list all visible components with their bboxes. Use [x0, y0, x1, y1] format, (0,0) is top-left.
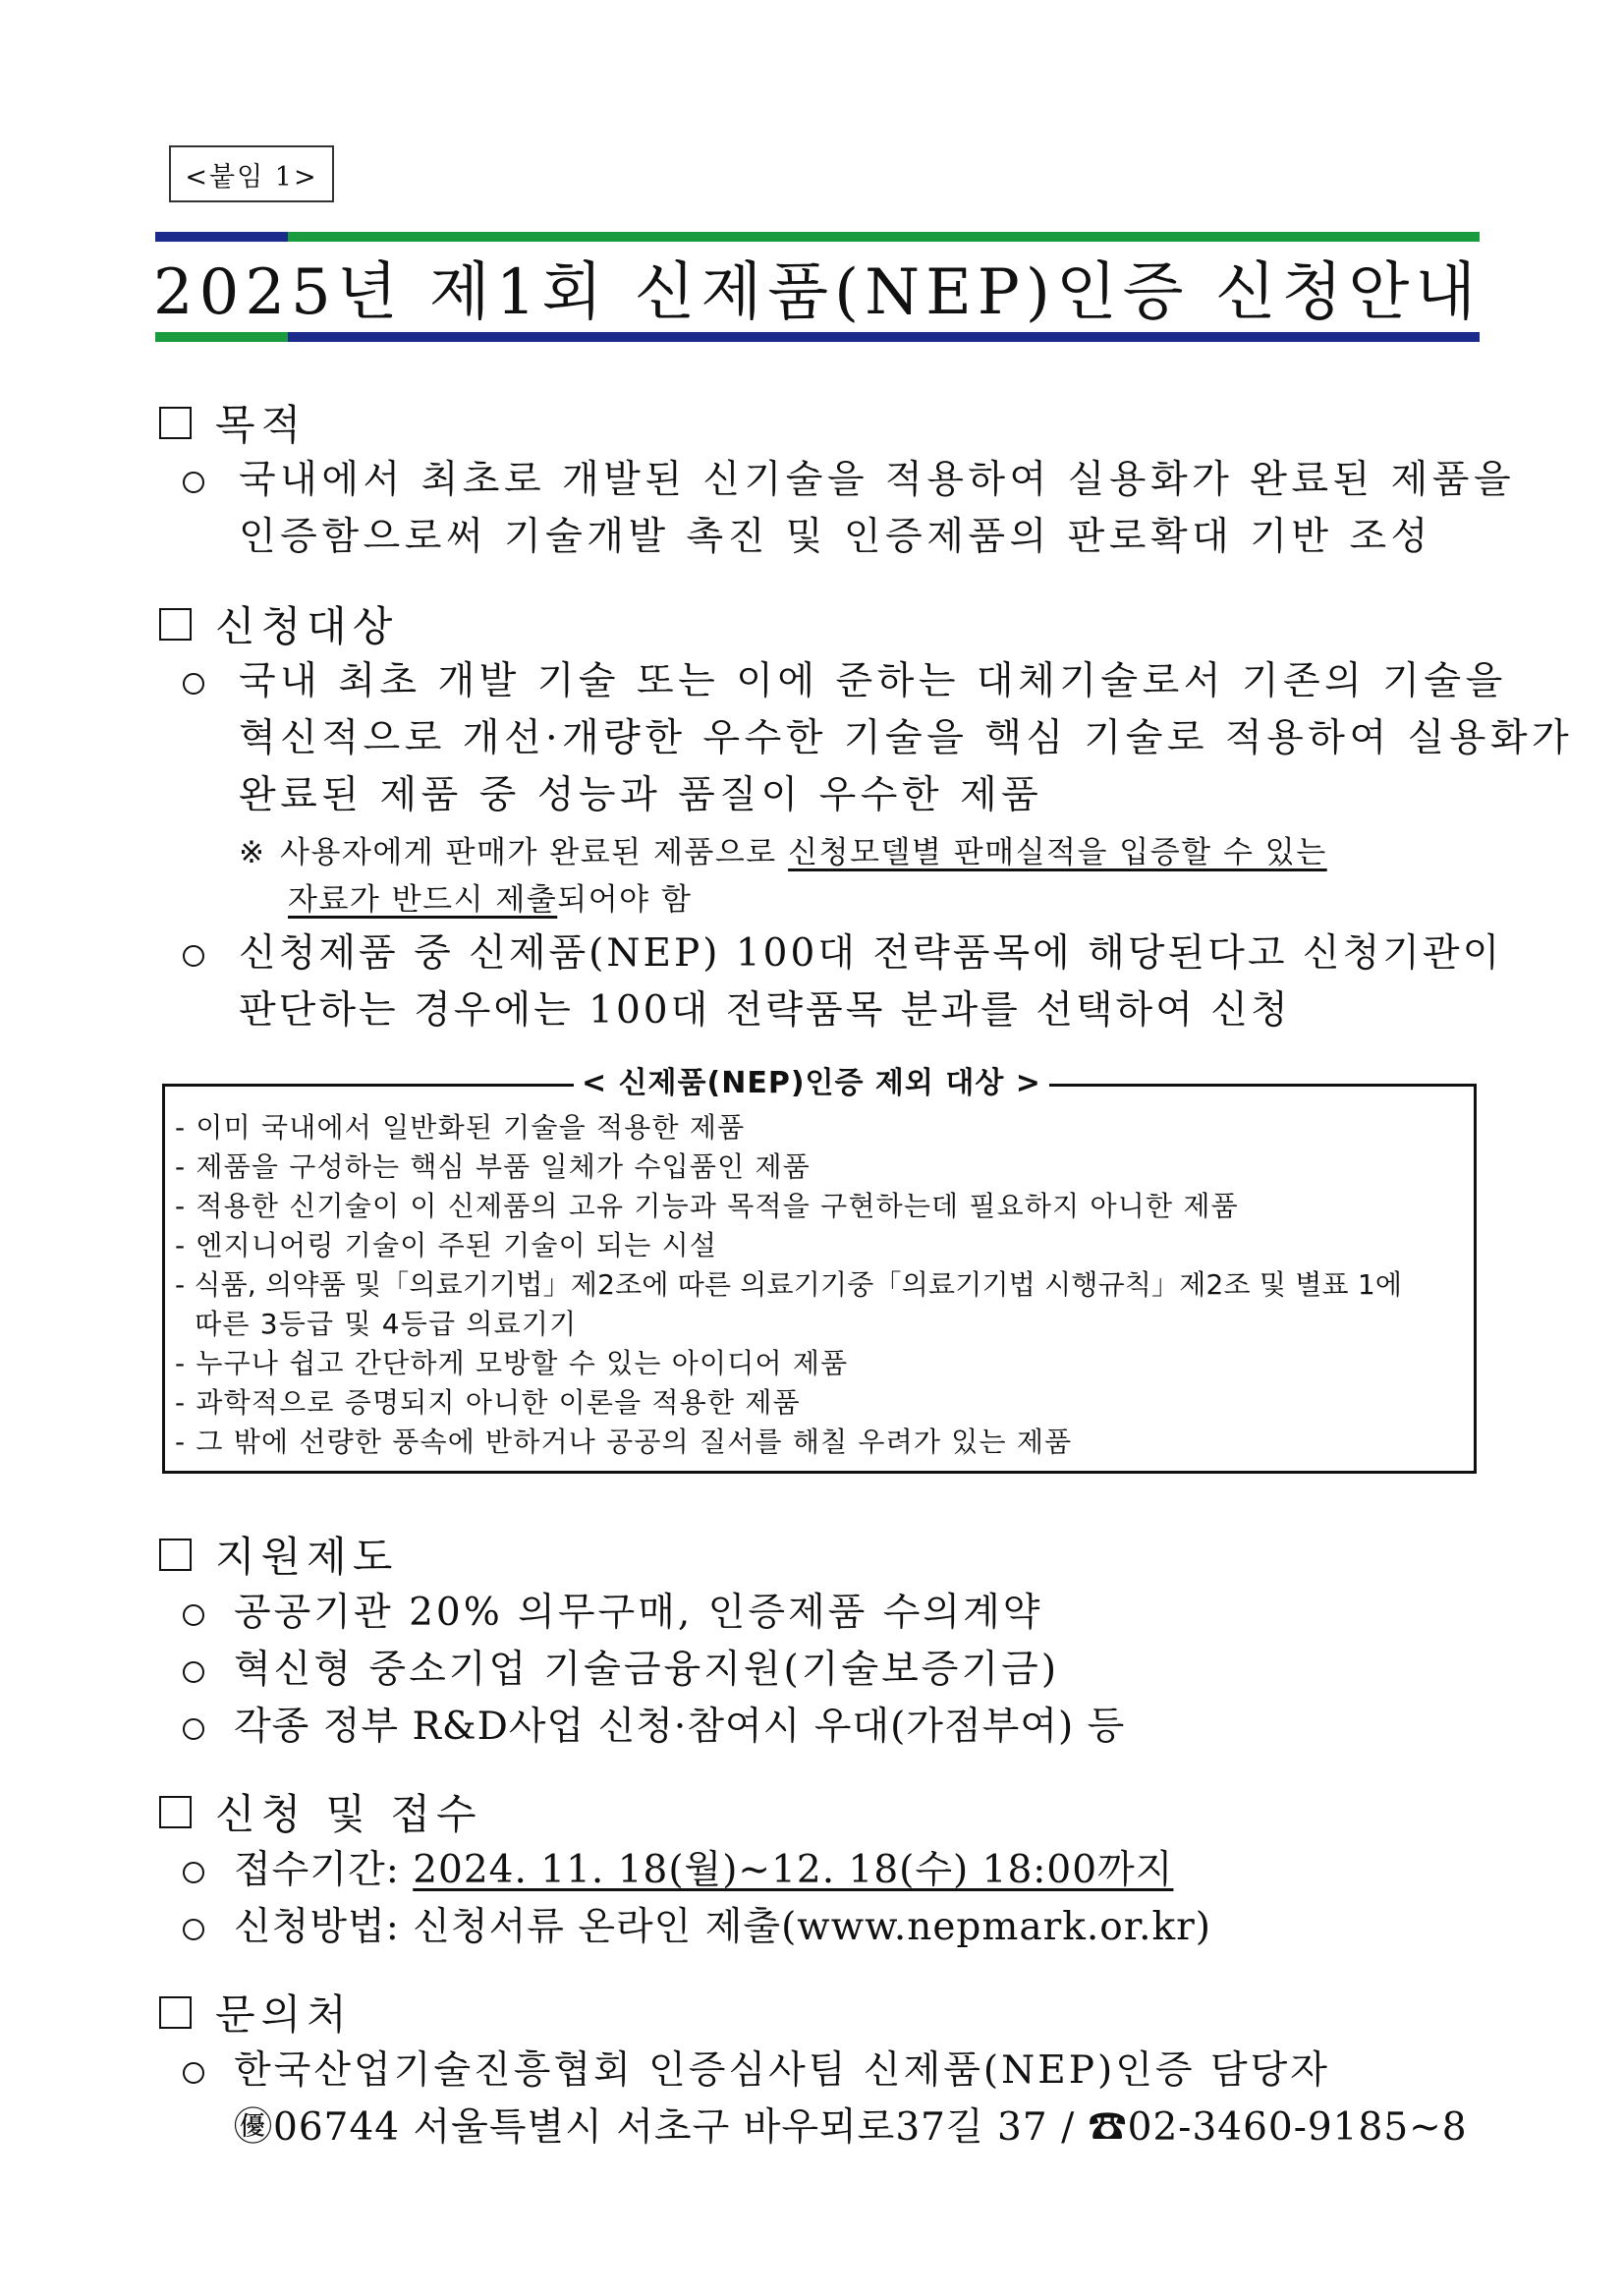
note-underlined-text: 신청모델별 판매실적을 입증할 수 있는: [788, 835, 1327, 870]
contact-phone: 02-3460-9185~8: [1127, 2105, 1468, 2150]
section-heading-support: [159, 1525, 398, 1584]
circle-bullet-icon: [183, 945, 204, 967]
postal-mark-icon: ㊝: [234, 2105, 274, 2150]
application-period-line: [234, 1846, 1173, 1897]
square-bullet-icon: [159, 1796, 192, 1828]
contact-address-line: [234, 2103, 1468, 2155]
target-note-line-2: [288, 879, 692, 921]
section-heading-text: 문의처: [215, 1990, 353, 2039]
exclusion-item: 따른 3등급 및 4등급 의료기기: [175, 1308, 578, 1340]
note-underlined-text: 자료가 반드시 제출: [288, 882, 558, 918]
period-value: 2024. 11. 18(월)~12. 18(수) 18:00까지: [413, 1848, 1174, 1892]
period-label: 접수기간:: [234, 1848, 414, 1892]
target-text-line-5: 판단하는 경우에는 100대 전략품목 분과를 선택하여 신청: [239, 988, 1291, 1033]
target-text-line-3: 완료된 제품 중 성능과 품질이 우수한 제품: [239, 773, 1043, 817]
attachment-label: <붙임 1>: [169, 145, 334, 202]
circle-bullet-icon: [183, 673, 204, 695]
reference-mark-icon: ※: [239, 835, 266, 870]
note-text: 되어야 함: [557, 882, 693, 918]
rule-segment-navy: [155, 232, 288, 242]
rule-segment-navy: [288, 332, 1480, 342]
circle-bullet-icon: [183, 1919, 204, 1940]
phone-icon: ☎: [1088, 2105, 1128, 2150]
exclusion-item: - 식품, 의약품 및「의료기기법」제2조에 따른 의료기기중「의료기기법 시행규칙」제2조 및 별표 1에: [175, 1268, 1403, 1301]
square-bullet-icon: [159, 407, 192, 439]
title-top-rule: [155, 232, 1480, 242]
section-heading-purpose: [159, 393, 307, 452]
support-item: 공공기관 20% 의무구매, 인증제품 수의계약: [234, 1591, 1043, 1635]
target-text-line-1: 국내 최초 개발 기술 또는 이에 준하는 대체기술로서 기존의 기술을: [239, 659, 1507, 703]
target-text-line-2: 혁신적으로 개선·개량한 우수한 기술을 핵심 기술로 적용하여 실용화가: [239, 716, 1574, 760]
circle-bullet-icon: [183, 2062, 204, 2084]
circle-bullet-icon: [183, 1661, 204, 1683]
contact-address: 06744 서울특별시 서초구 바우뫼로37길 37 /: [273, 2105, 1089, 2150]
purpose-text-line-2: 인증함으로써 기술개발 촉진 및 인증제품의 판로확대 기반 조성: [239, 515, 1432, 559]
support-item: 혁신형 중소기업 기술금융지원(기술보증기금): [234, 1648, 1060, 1692]
rule-segment-green: [288, 232, 1480, 242]
exclusion-item: - 적용한 신기술이 이 신제품의 고유 기능과 목적을 구현하는데 필요하지 아니한 제품: [175, 1190, 1239, 1222]
section-heading-text: 신청대상: [215, 602, 399, 650]
exclusion-box-title: < 신제품(NEP)인증 제외 대상 >: [574, 1062, 1049, 1105]
support-item: 각종 정부 R&D사업 신청·참여시 우대(가점부여) 등: [234, 1705, 1126, 1749]
target-note-line-1: [239, 832, 1327, 873]
section-heading-text: 목적: [215, 401, 308, 449]
section-heading-text: 지원제도: [215, 1533, 399, 1581]
section-heading-contact: [159, 1983, 353, 2042]
exclusion-item: - 엔지니어링 기술이 주된 기술이 되는 시설: [175, 1229, 718, 1261]
circle-bullet-icon: [183, 1862, 204, 1883]
section-heading-text: 신청 및 접수: [215, 1790, 482, 1838]
target-text-line-4: 신청제품 중 신제품(NEP) 100대 전략품목에 해당된다고 신청기관이: [239, 931, 1503, 976]
circle-bullet-icon: [183, 1718, 204, 1740]
section-heading-target: [159, 594, 398, 653]
rule-segment-green: [155, 332, 288, 342]
circle-bullet-icon: [183, 1604, 204, 1626]
exclusion-item: - 이미 국내에서 일반화된 기술을 적용한 제품: [175, 1111, 746, 1144]
contact-org-line: 한국산업기술진흥협회 인증심사팀 신제품(NEP)인증 담당자: [234, 2048, 1330, 2093]
circle-bullet-icon: [183, 472, 204, 493]
purpose-text-line-1: 국내에서 최초로 개발된 신기술을 적용하여 실용화가 완료된 제품을: [239, 458, 1516, 502]
exclusion-item: - 제품을 구성하는 핵심 부품 일체가 수입품인 제품: [175, 1150, 811, 1183]
note-text: 사용자에게 판매가 완료된 제품으로: [280, 835, 789, 870]
section-heading-application: [159, 1782, 482, 1841]
square-bullet-icon: [159, 608, 192, 641]
square-bullet-icon: [159, 1539, 192, 1571]
exclusion-item: - 과학적으로 증명되지 아니한 이론을 적용한 제품: [175, 1386, 801, 1419]
title-bottom-rule: [155, 332, 1480, 342]
page-title: 2025년 제1회 신제품(NEP)인증 신청안내: [152, 256, 1483, 329]
exclusion-item: - 그 밖에 선량한 풍속에 반하거나 공공의 질서를 해칠 우려가 있는 제품: [175, 1426, 1073, 1458]
square-bullet-icon: [159, 1996, 192, 2029]
application-method-line: 신청방법: 신청서류 온라인 제출(www.nepmark.or.kr): [234, 1905, 1212, 1949]
exclusion-item: - 누구나 쉽고 간단하게 모방할 수 있는 아이디어 제품: [175, 1347, 849, 1379]
